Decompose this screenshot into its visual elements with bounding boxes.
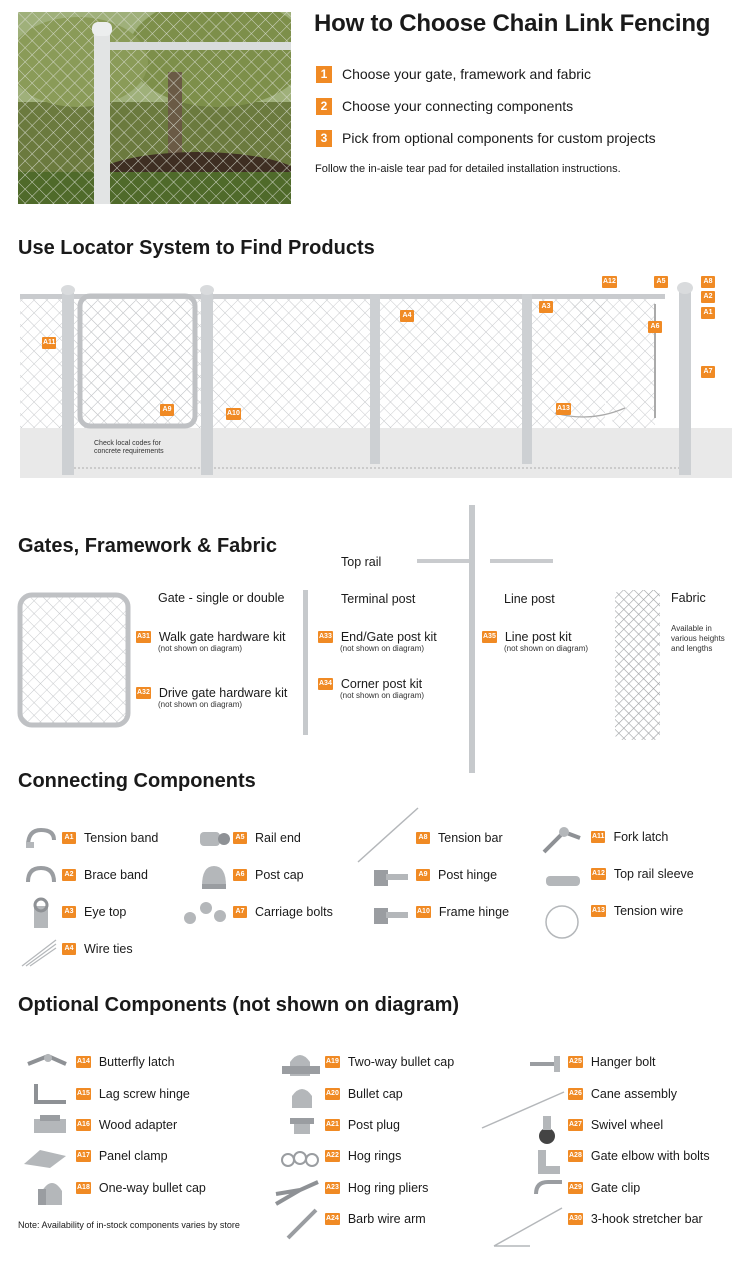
component-name: 3-hook stretcher bar	[590, 1212, 703, 1226]
step-text: Choose your gate, framework and fabric	[342, 66, 592, 82]
component-name: Cane assembly	[590, 1087, 677, 1101]
optional-item	[76, 1087, 190, 1101]
carriage-bolts-icon	[180, 898, 232, 928]
component-name: Panel clamp	[98, 1149, 168, 1163]
component-name: Wood adapter	[98, 1118, 178, 1132]
kit-item	[136, 686, 287, 710]
rail-end-icon	[196, 826, 234, 852]
component-code: A21	[325, 1119, 340, 1131]
component-code: A6	[233, 869, 247, 881]
locator-badge: A6	[648, 321, 662, 333]
connecting-item	[62, 905, 126, 919]
locator-badge: A7	[701, 366, 715, 378]
component-name: Post plug	[347, 1118, 400, 1132]
component-code: A20	[325, 1088, 340, 1100]
connecting-item	[591, 830, 668, 844]
component-name: Fork latch	[613, 830, 669, 844]
bullet-cap-icon	[288, 1082, 316, 1112]
post-cap-icon	[199, 862, 229, 892]
locator-badge: A13	[556, 403, 571, 415]
fence-diagram	[15, 268, 735, 480]
hanger-bolt-icon	[526, 1054, 566, 1074]
hog-ring-pliers-icon	[272, 1178, 322, 1208]
availability-footnote: Note: Availability of in-stock components varies by store	[18, 1220, 240, 1230]
component-name: Gate clip	[590, 1181, 641, 1195]
fabric-note: Available in various heights and lengths	[671, 624, 725, 653]
page-title: How to Choose Chain Link Fencing	[314, 10, 711, 37]
component-code: A14	[76, 1056, 91, 1068]
locator-heading: Use Locator System to Find Products	[18, 237, 375, 259]
terminal-post-graphic	[303, 590, 308, 735]
optional-item	[325, 1212, 426, 1226]
component-code: A24	[325, 1213, 340, 1225]
kit-code: A32	[136, 687, 151, 699]
component-code: A12	[591, 868, 606, 880]
component-name: Frame hinge	[438, 905, 510, 919]
component-name: Hog ring pliers	[347, 1181, 429, 1195]
optional-item	[325, 1149, 401, 1163]
kit-code: A31	[136, 631, 151, 643]
component-name: Tension bar	[438, 831, 503, 845]
component-code: A3	[62, 906, 76, 918]
locator-badge: A10	[226, 408, 241, 420]
connecting-item	[62, 942, 133, 956]
optional-item	[568, 1181, 640, 1195]
component-name: Two-way bullet cap	[347, 1055, 455, 1069]
stretcher-bar-icon	[490, 1204, 566, 1252]
terminal-post-label: Terminal post	[341, 592, 416, 606]
component-name: Swivel wheel	[590, 1118, 664, 1132]
component-code: A25	[568, 1056, 583, 1068]
kit-item	[482, 630, 588, 654]
connecting-item	[591, 867, 694, 881]
install-note: Follow the in-aisle tear pad for detailed installation instructions.	[315, 163, 621, 175]
optional-item	[568, 1055, 655, 1069]
butterfly-latch-icon	[24, 1050, 70, 1074]
top-rail-right	[490, 559, 553, 563]
kit-item	[318, 677, 424, 701]
component-name: Rail end	[255, 831, 301, 845]
gate-post	[201, 290, 213, 475]
gates-heading: Gates, Framework & Fabric	[18, 535, 277, 557]
component-name: Post cap	[255, 868, 304, 882]
component-name: Eye top	[84, 905, 127, 919]
step-number: 3	[316, 130, 332, 147]
step-item	[316, 122, 656, 154]
component-code: A23	[325, 1182, 340, 1194]
optional-item	[568, 1118, 663, 1132]
component-code: A29	[568, 1182, 583, 1194]
wire-ties-icon	[20, 938, 58, 968]
component-code: A26	[568, 1088, 583, 1100]
component-name: Gate elbow with bolts	[590, 1149, 710, 1163]
component-code: A30	[568, 1213, 583, 1225]
tension-band-icon	[24, 826, 58, 852]
component-name: Carriage bolts	[255, 905, 333, 919]
kit-code: A34	[318, 678, 333, 690]
kit-code: A33	[318, 631, 333, 643]
fabric-label: Fabric	[671, 591, 706, 605]
top-rail-sleeve-icon	[544, 872, 584, 892]
optional-item	[325, 1118, 400, 1132]
frame-hinge-icon	[370, 900, 410, 930]
optional-item	[568, 1087, 677, 1101]
one-way-bullet-cap-icon	[36, 1175, 68, 1209]
locator-badge: A3	[539, 301, 553, 313]
component-code: A1	[62, 832, 76, 844]
locator-badge: A4	[400, 310, 414, 322]
kit-name: End/Gate post kit	[340, 630, 437, 644]
optional-item	[76, 1181, 206, 1195]
kit-note: (not shown on diagram)	[340, 644, 425, 653]
gate-clip-icon	[532, 1178, 566, 1200]
post-plug-icon	[286, 1114, 318, 1138]
component-name: Butterfly latch	[98, 1055, 175, 1069]
connecting-heading: Connecting Components	[18, 770, 256, 792]
connecting-item	[233, 905, 333, 919]
locator-badge: A12	[602, 276, 617, 288]
component-code: A18	[76, 1182, 91, 1194]
kit-note: (not shown on diagram)	[340, 691, 425, 700]
optional-heading: Optional Components (not shown on diagram)	[18, 994, 460, 1016]
component-name: Top rail sleeve	[613, 867, 694, 881]
line-post	[522, 294, 532, 464]
kit-note: (not shown on diagram)	[158, 644, 243, 653]
component-code: A22	[325, 1150, 340, 1162]
post-hinge-icon	[370, 862, 410, 892]
component-name: One-way bullet cap	[98, 1181, 206, 1195]
steps-list	[316, 58, 656, 154]
component-code: A2	[62, 869, 76, 881]
concrete-note-line2: concrete requirements	[94, 448, 164, 455]
optional-item	[325, 1055, 454, 1069]
component-code: A28	[568, 1150, 583, 1162]
fabric-roll	[615, 590, 660, 740]
locator-badge: A5	[654, 276, 668, 288]
optional-item	[325, 1181, 428, 1195]
locator-badge: A9	[160, 404, 174, 416]
optional-item	[76, 1055, 175, 1069]
barb-wire-arm-icon	[282, 1206, 322, 1242]
panel-clamp-icon	[20, 1144, 70, 1172]
kit-item	[136, 630, 286, 654]
gate-graphic	[20, 595, 128, 725]
step-number: 1	[316, 66, 332, 83]
component-name: Brace band	[84, 868, 148, 882]
top-rail-left	[417, 559, 470, 563]
component-code: A8	[416, 832, 430, 844]
component-code: A27	[568, 1119, 583, 1131]
component-name: Post hinge	[438, 868, 498, 882]
wood-adapter-icon	[30, 1113, 70, 1139]
connecting-item	[416, 868, 497, 882]
tension-wire-icon	[542, 902, 582, 942]
tension-bar-icon	[356, 806, 420, 864]
fork-latch-icon	[540, 822, 586, 858]
connecting-item	[416, 905, 509, 919]
component-name: Hog rings	[347, 1149, 402, 1163]
hog-rings-icon	[278, 1146, 322, 1172]
lag-screw-hinge-icon	[30, 1082, 70, 1108]
two-way-bullet-cap-icon	[280, 1048, 322, 1080]
connecting-item	[591, 904, 683, 918]
component-name: Lag screw hinge	[98, 1087, 190, 1101]
locator-badge: A1	[701, 307, 715, 319]
component-code: A7	[233, 906, 247, 918]
swivel-wheel-icon	[534, 1114, 560, 1146]
component-name: Bullet cap	[347, 1087, 403, 1101]
connecting-item	[62, 868, 148, 882]
optional-item	[568, 1212, 703, 1226]
tall-post	[469, 505, 475, 773]
eye-top-icon	[28, 896, 54, 930]
step-text: Choose your connecting components	[342, 98, 574, 114]
component-code: A9	[416, 869, 430, 881]
component-code: A5	[233, 832, 247, 844]
step-item	[316, 58, 656, 90]
kit-code: A35	[482, 631, 497, 643]
component-name: Tension band	[84, 831, 159, 845]
component-name: Wire ties	[84, 942, 133, 956]
kit-note: (not shown on diagram)	[504, 644, 589, 653]
component-code: A19	[325, 1056, 340, 1068]
component-code: A10	[416, 906, 431, 918]
terminal-post	[62, 290, 74, 475]
end-post	[679, 290, 691, 475]
fence-photo	[18, 12, 291, 204]
component-name: Barb wire arm	[347, 1212, 426, 1226]
component-code: A15	[76, 1088, 91, 1100]
kit-name: Drive gate hardware kit	[158, 686, 288, 700]
locator-badge: A8	[701, 276, 715, 288]
brace-band-icon	[24, 864, 58, 888]
kit-item	[318, 630, 437, 654]
optional-item	[76, 1149, 168, 1163]
connecting-item	[416, 831, 503, 845]
kit-name: Walk gate hardware kit	[158, 630, 286, 644]
component-code: A17	[76, 1150, 91, 1162]
component-code: A11	[591, 831, 605, 843]
step-text: Pick from optional components for custom projects	[342, 130, 656, 146]
optional-item	[325, 1087, 403, 1101]
optional-item	[76, 1118, 177, 1132]
gate-elbow-icon	[536, 1146, 564, 1178]
top-rail-label: Top rail	[341, 555, 382, 569]
connecting-item	[233, 868, 304, 882]
locator-badge: A11	[42, 337, 56, 349]
component-name: Hanger bolt	[590, 1055, 656, 1069]
component-name: Tension wire	[613, 904, 684, 918]
kit-note: (not shown on diagram)	[158, 700, 243, 709]
component-code: A13	[591, 905, 606, 917]
line-post	[370, 294, 380, 464]
kit-name: Corner post kit	[340, 677, 423, 691]
concrete-note-line1: Check local codes for	[94, 440, 161, 447]
concrete-note-text	[94, 440, 164, 455]
step-item	[316, 90, 656, 122]
locator-badge: A2	[701, 291, 715, 303]
line-post-label: Line post	[504, 592, 555, 606]
component-code: A4	[62, 943, 76, 955]
kit-name: Line post kit	[504, 630, 572, 644]
gate-label: Gate - single or double	[158, 591, 285, 605]
component-code: A16	[76, 1119, 91, 1131]
step-number: 2	[316, 98, 332, 115]
optional-item	[568, 1149, 710, 1163]
connecting-item	[62, 831, 158, 845]
connecting-item	[233, 831, 301, 845]
